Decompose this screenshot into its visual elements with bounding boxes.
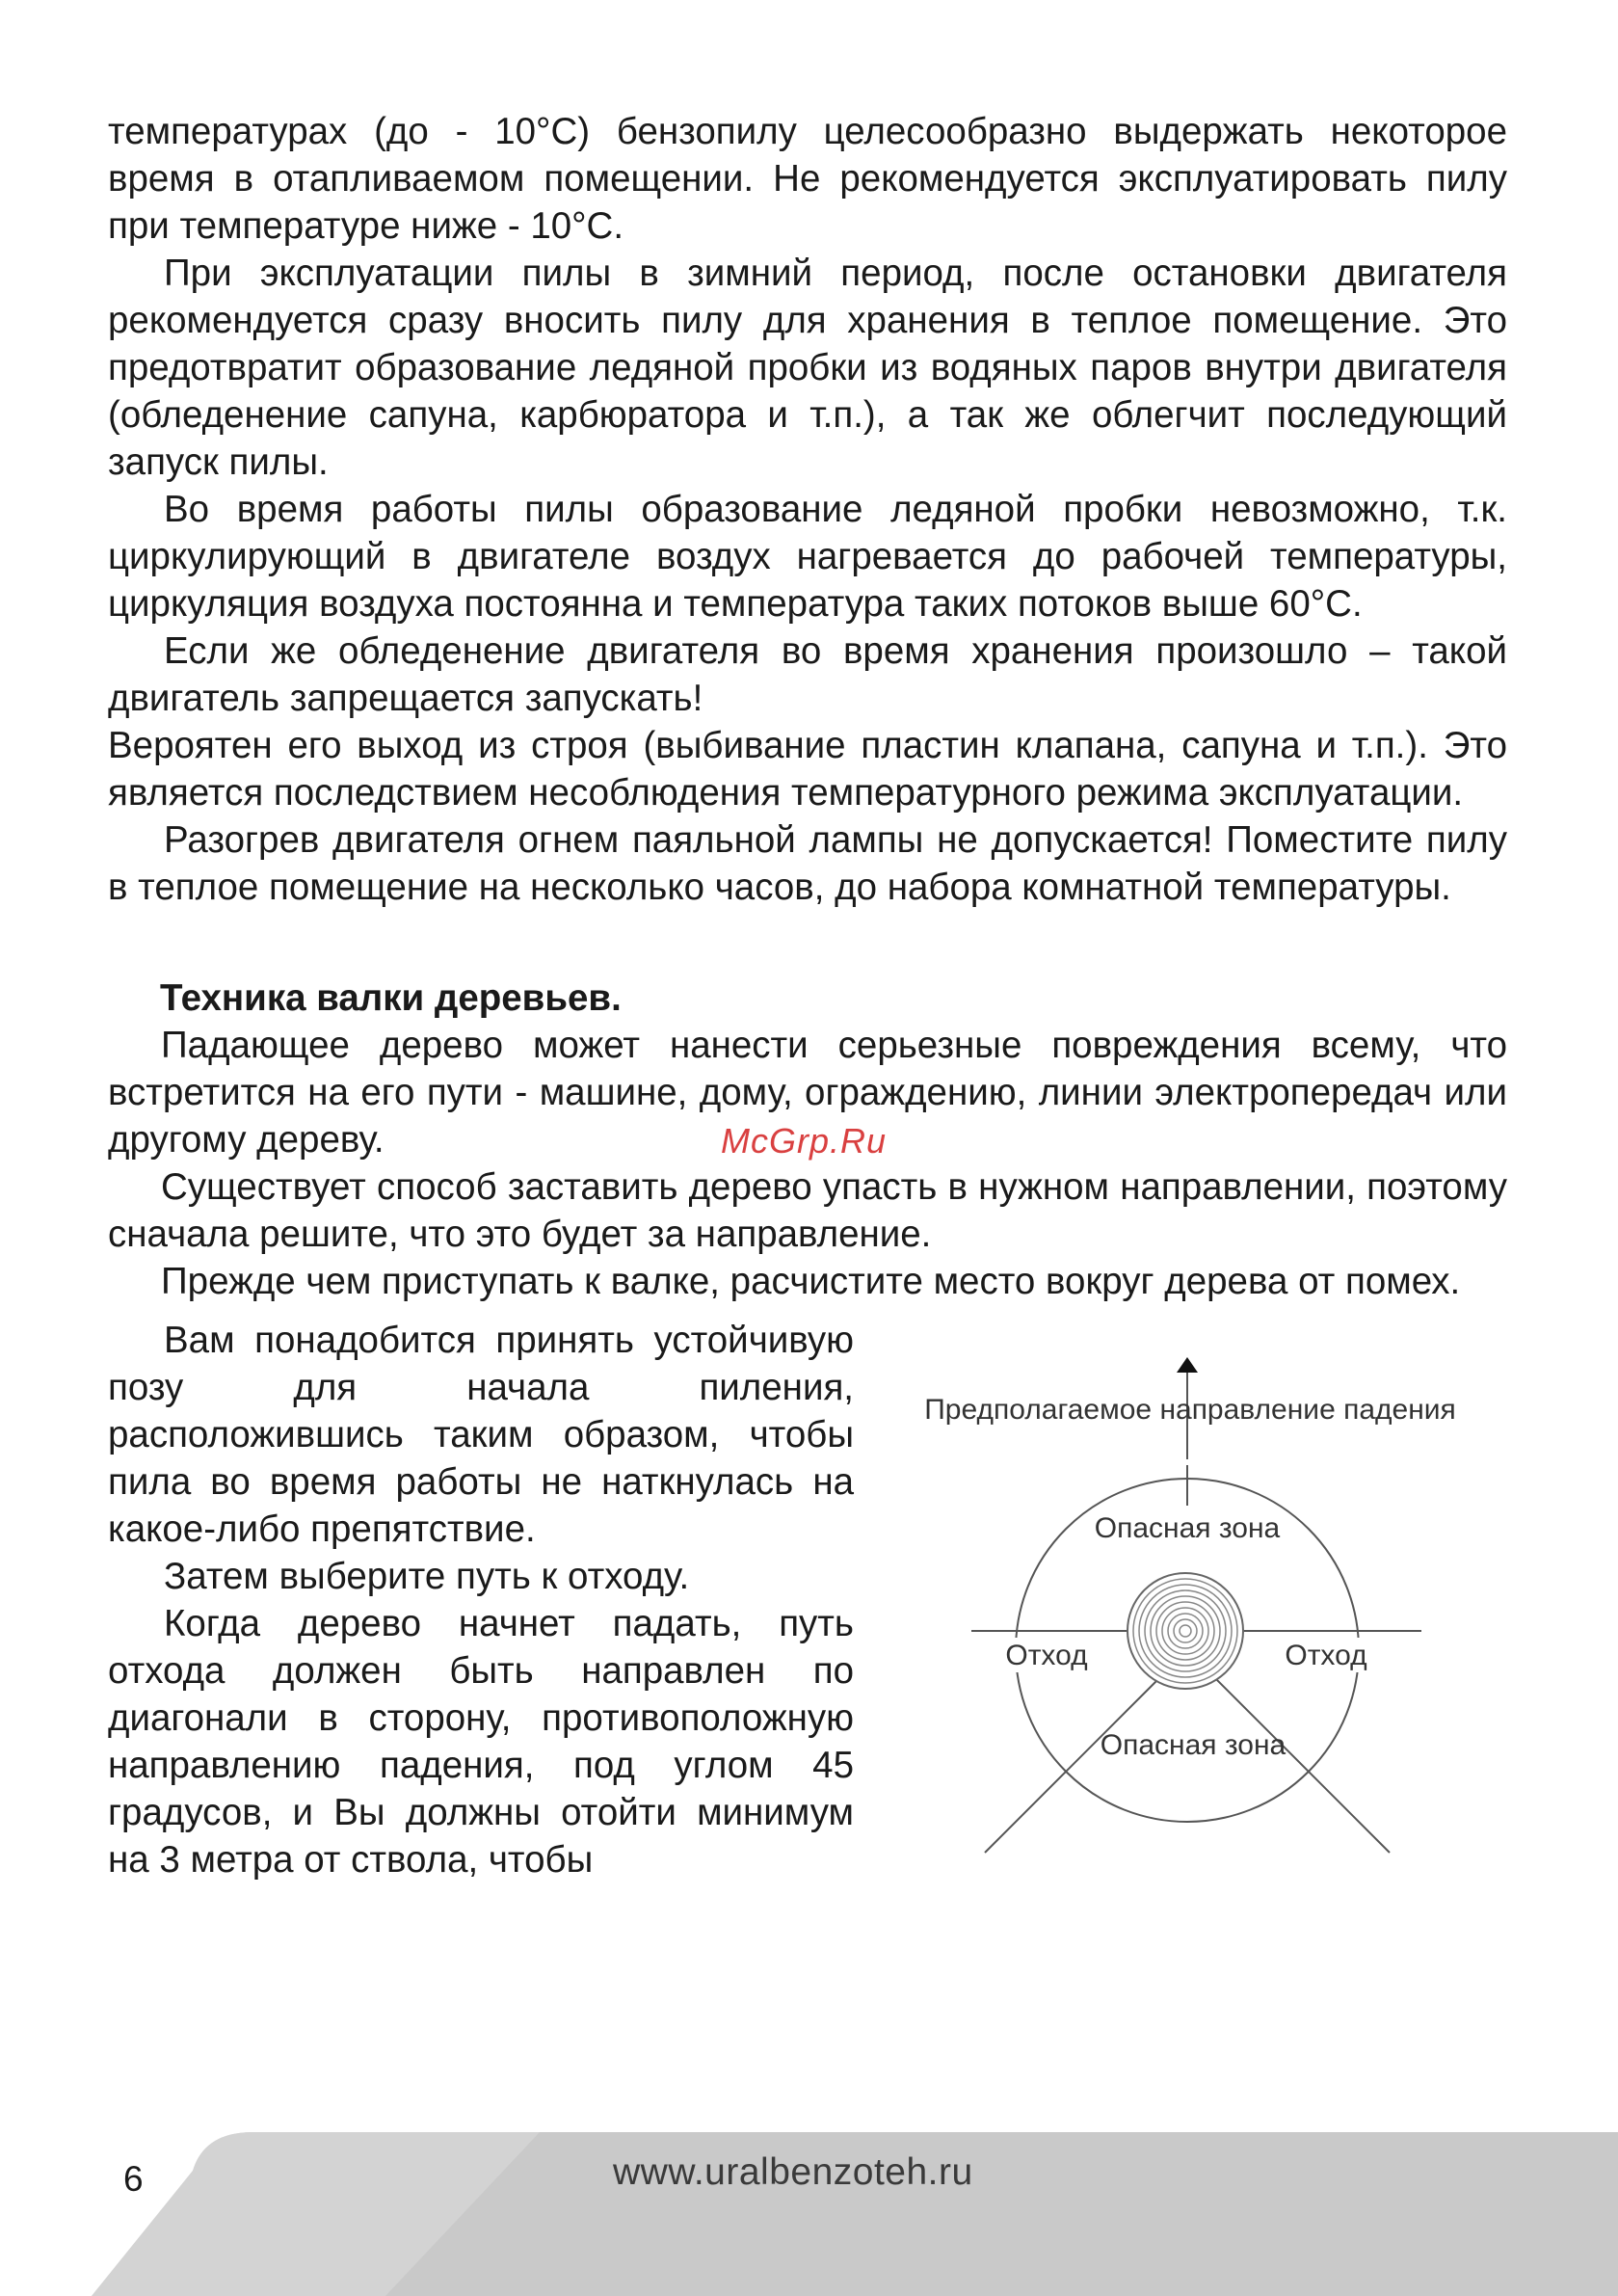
section-heading: Техника валки деревьев. <box>160 977 622 1019</box>
paragraph: Разогрев двигателя огнем паяльной лампы не допускается! Поместите пилу в теплое помещение на несколько часов, до набора комнатной температуры. <box>108 819 1507 908</box>
paragraph: Затем выберите путь к отходу. <box>164 1556 690 1597</box>
paragraph: Падающее дерево может нанести серьезные повреждения всему, что встретится на его пути - машине, дому, ограждению, линии электропередач или другому дереву. <box>108 1025 1507 1161</box>
watermark: McGrp.Ru <box>721 1121 888 1161</box>
direction-label: Предполагаемое направление падения <box>924 1394 1456 1426</box>
paragraph: Существует способ заставить дерево упасть в нужном направлении, поэтому сначала решите, что это будет за направление. <box>108 1166 1507 1255</box>
paragraph: Вам понадобится принять устойчивую позу для начала пиления, расположившись таким образом, чтобы пила во время работы не наткнулась на какое-либо препятствие. <box>108 1320 854 1550</box>
paragraph: Прежде чем приступать к валке, расчистите место вокруг дерева от помех. <box>161 1261 1461 1302</box>
retreat-right-label: Отход <box>1285 1640 1367 1671</box>
danger-zone-bottom-label: Опасная зона <box>1100 1729 1286 1761</box>
paragraph: Если же обледенение двигателя во время хранения произошло – такой двигатель запрещается запускать! <box>108 630 1507 719</box>
tree-stump <box>1127 1573 1243 1689</box>
direction-arrow-head <box>1177 1357 1198 1373</box>
paragraph: температурах (до - 10°C) бензопилу целесообразно выдержать некоторое время в отапливаемом помещении. Не рекомендуется эксплуатировать пилу при температуре ниже - 10°C. <box>108 111 1507 247</box>
felling-zone-diagram <box>879 1351 1611 1891</box>
page-number: 6 <box>123 2159 144 2199</box>
footer-website: www.uralbenzoteh.ru <box>613 2151 973 2193</box>
danger-zone-top-label: Опасная зона <box>1094 1512 1281 1544</box>
paragraph: Во время работы пилы образование ледяной пробки невозможно, т.к. циркулирующий в двигателе воздух нагревается до рабочей температуры, циркуляция воздуха постоянна и температура таких потоков выше 60°C. <box>108 489 1507 625</box>
paragraph: Вероятен его выход из строя (выбивание пластин клапана, сапуна и т.п.). Это является последствием несоблюдения температурного режима эксплуатации. <box>108 725 1507 814</box>
left-column <box>108 1317 854 1883</box>
paragraph: При эксплуатации пилы в зимний период, после остановки двигателя рекомендуется сразу вносить пилу для хранения в теплое помещение. Это предотвратит образование ледяной пробки из водяных паров внутри двигателя (обледенение сапуна, карбюратора и т.п.), а так же облегчит последующий запуск пилы. <box>108 253 1507 483</box>
page-content <box>108 108 1507 1883</box>
two-column-block <box>108 1317 1507 1883</box>
retreat-left-label: Отход <box>1005 1640 1088 1671</box>
paragraph: Когда дерево начнет падать, путь отхода должен быть направлен по диагонали в сторону, противоположную направлению падения, под углом 45 градусов, и Вы должны отойти минимум на 3 метра от ствола, чтобы <box>108 1603 854 1881</box>
